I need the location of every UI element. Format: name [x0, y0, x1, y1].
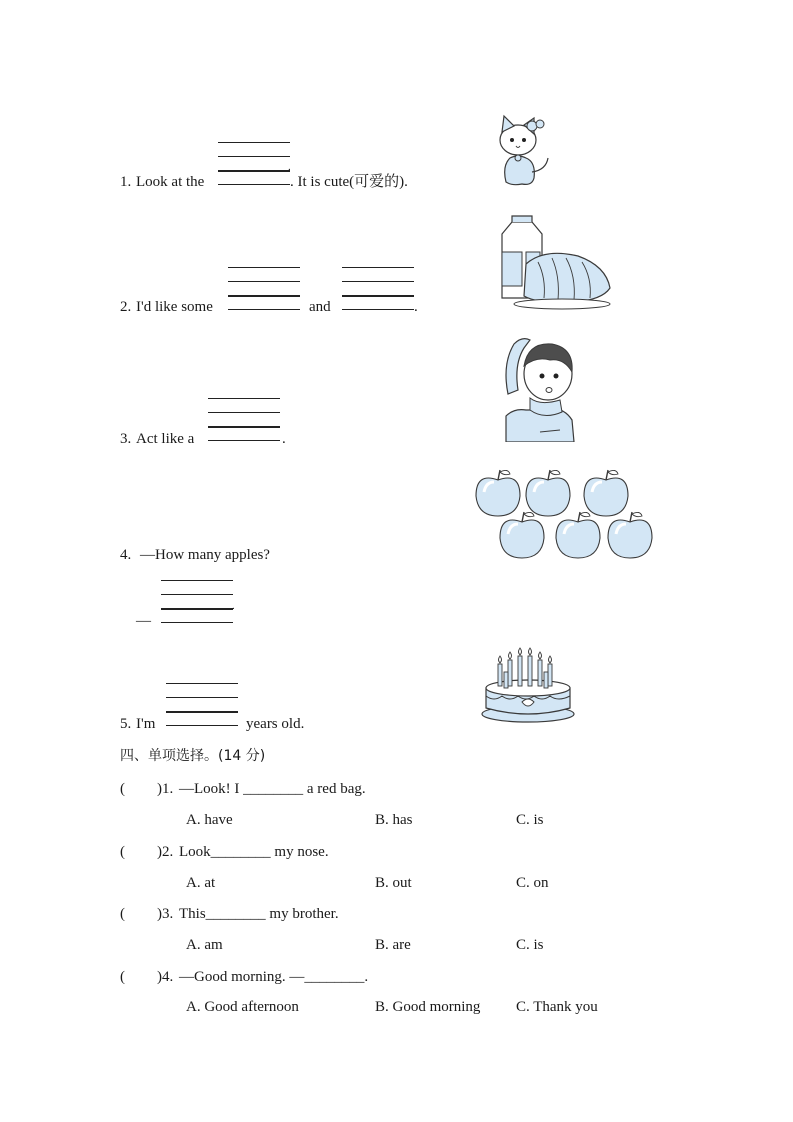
- seven-apples-icon: [474, 468, 658, 567]
- question-number: )3.: [157, 906, 174, 922]
- option-a[interactable]: A. have: [186, 812, 233, 828]
- apple-icon: [476, 470, 520, 516]
- apple-icon: [500, 512, 544, 558]
- answer-paren-open[interactable]: (: [120, 906, 125, 922]
- option-c[interactable]: C. on: [516, 875, 549, 891]
- answer-paren-open[interactable]: (: [120, 969, 125, 985]
- question-text-after: .: [282, 431, 286, 447]
- question-text-before: I'm: [136, 716, 156, 732]
- option-b[interactable]: B. out: [375, 875, 412, 891]
- option-a[interactable]: A. Good afternoon: [186, 999, 299, 1015]
- option-b[interactable]: B. has: [375, 812, 413, 828]
- apple-icon: [608, 512, 652, 558]
- boy-scratching-head-icon: [500, 334, 580, 447]
- question-stem: —Good morning. —________.: [179, 969, 369, 985]
- question-number: 5.: [120, 716, 132, 732]
- question-text-middle: and: [309, 299, 331, 315]
- section-heading: 四、单项选择。(14 分): [120, 748, 266, 764]
- option-c[interactable]: C. is: [516, 812, 544, 828]
- option-a[interactable]: A. at: [186, 875, 216, 891]
- question-text-before: I'd like some: [136, 299, 213, 315]
- question-stem: This________ my brother.: [179, 906, 339, 922]
- option-c[interactable]: C. Thank you: [516, 999, 598, 1015]
- question-stem: —Look! I ________ a red bag.: [179, 781, 366, 797]
- option-b[interactable]: B. Good morning: [375, 999, 481, 1015]
- option-b[interactable]: B. are: [375, 937, 411, 953]
- apple-icon: [584, 470, 628, 516]
- answer-paren-open[interactable]: (: [120, 844, 125, 860]
- question-number: 2.: [120, 299, 132, 315]
- milk-and-bread-icon: [498, 214, 616, 315]
- question-stem: Look________ my nose.: [179, 844, 329, 860]
- apple-icon: [526, 470, 570, 516]
- question-text-after: . It is cute(可爱的).: [290, 174, 408, 190]
- option-c[interactable]: C. is: [516, 937, 544, 953]
- question-text: —How many apples?: [140, 547, 270, 563]
- question-text-after: years old.: [246, 716, 305, 732]
- birthday-cake-icon: [478, 646, 578, 729]
- question-number: )4.: [157, 969, 174, 985]
- cat-icon: [492, 112, 554, 193]
- question-number: )1.: [157, 781, 174, 797]
- line-dot: .: [288, 161, 291, 173]
- answer-dash: —: [136, 613, 151, 629]
- question-text-after: .: [232, 600, 235, 612]
- question-number: )2.: [157, 844, 174, 860]
- answer-paren-open[interactable]: (: [120, 781, 125, 797]
- question-number: 1.: [120, 174, 132, 190]
- question-text-before: Act like a: [136, 431, 195, 447]
- question-number: 3.: [120, 431, 132, 447]
- option-a[interactable]: A. am: [186, 937, 223, 953]
- question-text-before: Look at the: [136, 174, 205, 190]
- question-number: 4.: [120, 547, 132, 563]
- apple-icon: [556, 512, 600, 558]
- question-text-after: .: [414, 299, 418, 315]
